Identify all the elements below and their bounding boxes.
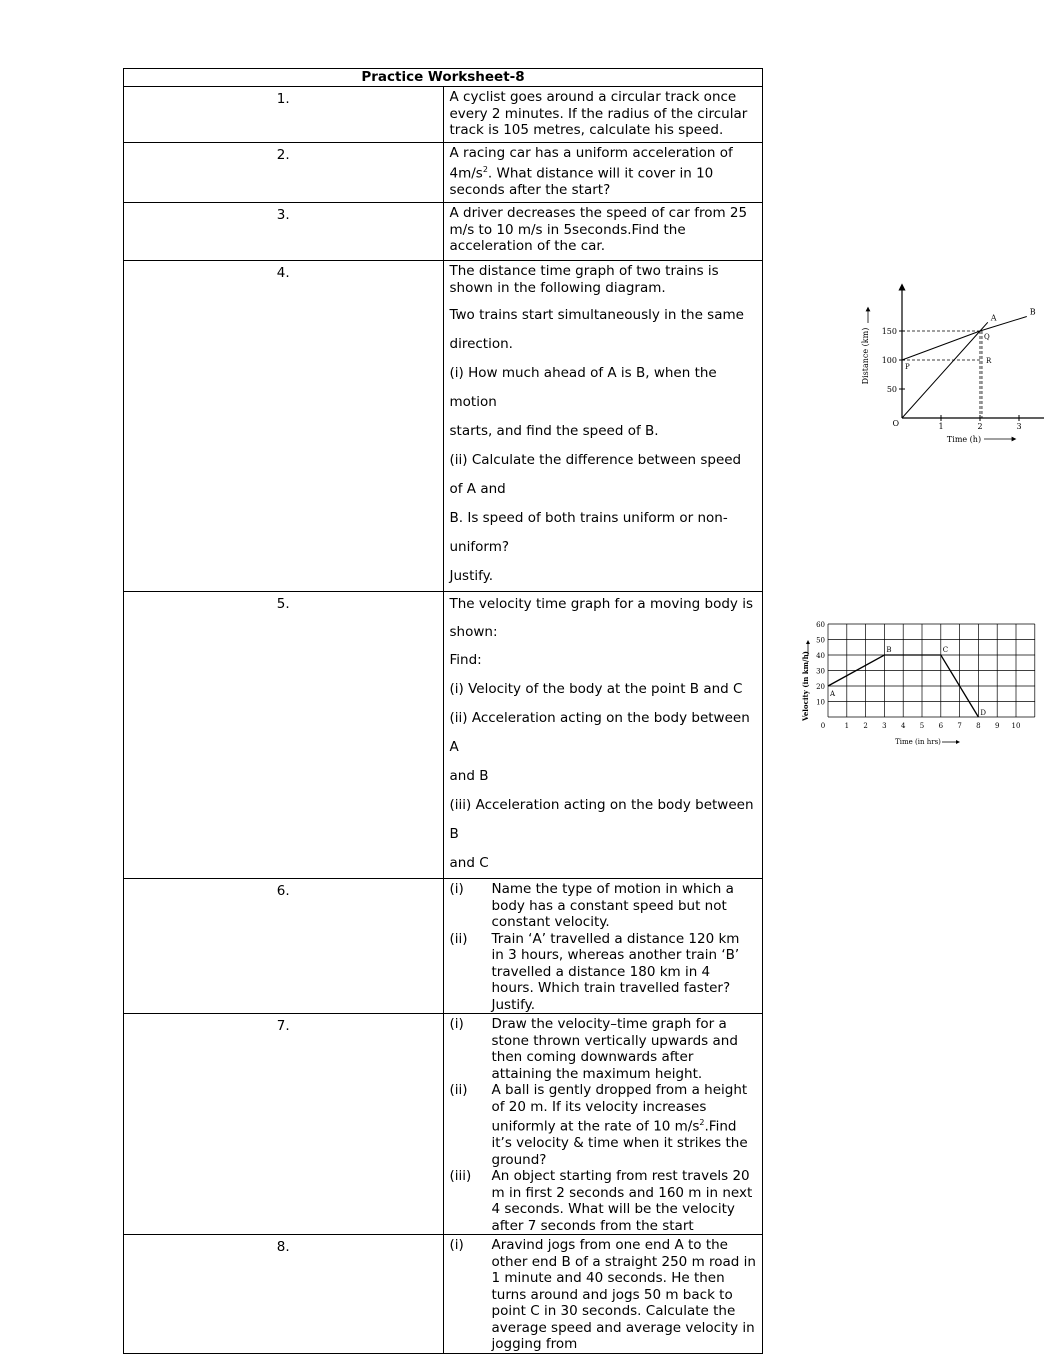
question-number: 5. [124, 592, 444, 879]
label-group [905, 308, 1036, 372]
question-line: B. Is speed of both trains uniform or non-uniform? [449, 510, 728, 555]
question-row-2 [124, 143, 763, 203]
question-text: A cyclist goes around a circular track once every 2 minutes. If the radius of the circular track is 105 metres, calculate his speed. [443, 87, 763, 143]
sub-question-text: Draw the velocity–time graph for a stone thrown vertically upwards and then coming downwards after attaining the maximum height. [491, 1016, 738, 1082]
y-tick-label: 150 [881, 327, 897, 336]
x-tick-label: 3 [881, 722, 887, 730]
question-line: direction. [449, 336, 513, 352]
point-label: A [829, 690, 835, 698]
question-line: The velocity time graph for a moving body is [449, 596, 753, 612]
point-label: B [885, 646, 892, 654]
question-number: 1. [124, 87, 444, 143]
question-number: 6. [124, 879, 444, 1014]
question-line: shown: [449, 624, 498, 640]
question-line: starts, and find the speed of B. [449, 423, 659, 439]
question-row-8 [124, 1235, 763, 1354]
y-tick-label: 50 [815, 636, 825, 645]
sub-question-text-part: A ball is gently dropped from a height of 20 m. If its velocity increases uniformly at the rate of 10 m/s [491, 1082, 748, 1135]
question-row-6 [124, 879, 763, 1014]
sub-question [450, 1082, 757, 1168]
label-group [829, 646, 986, 717]
sub-question [450, 1016, 757, 1082]
question-text [443, 143, 763, 203]
y-axis-label: Velocity (in km/h) [800, 651, 810, 721]
worksheet-title: Practice Worksheet-8 [124, 69, 763, 87]
y-tick-label: 30 [815, 667, 825, 676]
question-line: (ii) Acceleration acting on the body between A [449, 710, 750, 755]
point-label: C [942, 646, 948, 654]
x-tick-label: 9 [994, 722, 999, 730]
distance-time-graph [824, 281, 1044, 456]
grid [828, 624, 1035, 717]
x-tick-label: 2 [976, 422, 983, 431]
question-line: and C [449, 855, 489, 871]
x-tick-label: 6 [938, 722, 943, 730]
question-row-3 [124, 203, 763, 261]
y-tick-label: 40 [815, 652, 825, 660]
x-tick-label: 7 [956, 722, 962, 730]
sub-question-text [492, 1082, 757, 1168]
question-line: and B [449, 768, 489, 784]
origin-label: O [891, 419, 899, 428]
question-content [443, 879, 763, 1014]
y-axis-label: Distance (km) [860, 327, 870, 385]
x-tick-label: 3 [1015, 422, 1022, 431]
tick-group [881, 327, 1021, 431]
question-line: Justify. [449, 568, 493, 584]
point-label: P [904, 363, 910, 371]
question-number: 3. [124, 203, 444, 261]
x-tick-label: 4 [900, 722, 905, 730]
title-row [124, 69, 763, 87]
question-text-part: . What distance will it cover in 10 seconds after the start? [449, 165, 714, 198]
sub-question-text: Aravind jogs from one end A to the other end B of a straight 250 m road in 1 minute and 40 seconds. He then turns around and jogs 50 m back to point C in 30 seconds. Calculate the average speed and average velocity in jogging from [491, 1237, 756, 1352]
sub-question [450, 1237, 757, 1353]
question-number: 8. [124, 1235, 444, 1354]
x-tick-label: 8 [975, 722, 981, 730]
velocity-time-graph [798, 606, 1028, 756]
sub-question-text: Train ‘A’ travelled a distance 120 km in 3 hours, whereas another train ‘B’ travelled a distance 180 km in 4 hours. Which train travelled faster? Justify. [491, 930, 740, 1013]
question-row-7 [124, 1014, 763, 1235]
question-row-5 [124, 592, 763, 879]
sub-question-number: (ii) [449, 1082, 468, 1098]
series-line-a [902, 322, 988, 418]
x-tick-label: 1 [844, 722, 849, 730]
sub-question-number: (iii) [449, 1168, 472, 1184]
point-label: D [979, 709, 986, 717]
worksheet [123, 68, 1036, 1354]
point-label: R [985, 357, 991, 365]
question-text: A driver decreases the speed of car from 25 m/s to 10 m/s in 5seconds.Find the acceleration of the car. [443, 203, 763, 261]
question-intro: The distance time graph of two trains is shown in the following diagram. [449, 263, 719, 296]
question-row-1 [124, 87, 763, 143]
y-tick-label: 10 [815, 698, 825, 707]
question-text-part: A racing car has a uniform acceleration of 4m/s [449, 145, 733, 181]
sub-question [450, 931, 757, 1014]
point-label: Q [983, 333, 990, 341]
y-tick-label: 100 [881, 356, 897, 365]
series-line-b [902, 317, 1027, 361]
sub-question-number: (i) [449, 1237, 464, 1253]
question-content [443, 261, 1036, 592]
question-content [443, 1014, 763, 1235]
series-label: A [990, 313, 997, 323]
sub-question-text: An object starting from rest travels 20 m in first 2 seconds and 160 m in next 4 seconds. What will be the velocity after 7 seconds from the start [491, 1168, 753, 1234]
question-line: (i) How much ahead of A is B, when the motion [449, 365, 717, 410]
question-line: Two trains start simultaneously in the same [449, 307, 744, 323]
x-axis-label: Time (h) [946, 435, 981, 444]
x-tick-label: 0 [820, 722, 825, 730]
question-line: (iii) Acceleration acting on the body between B [449, 797, 754, 842]
sub-question-number: (ii) [449, 930, 468, 947]
sub-question-number: (i) [449, 1016, 464, 1032]
sub-question [450, 1168, 757, 1234]
sub-question [450, 881, 757, 931]
superscript: 2 [482, 164, 488, 174]
superscript: 2 [699, 1118, 705, 1127]
worksheet-table [123, 68, 1036, 1354]
x-tick-label: 5 [919, 722, 924, 730]
question-line: (ii) Calculate the difference between speed of A and [449, 452, 742, 497]
question-line: (i) Velocity of the body at the point B and C [449, 681, 743, 697]
question-content [443, 1235, 763, 1354]
series-label: B [1029, 307, 1036, 317]
x-tick-label: 1 [937, 422, 944, 431]
question-line: Find: [449, 652, 482, 668]
y-tick-label: 60 [815, 621, 825, 629]
question-number: 2. [124, 143, 444, 203]
question-content [443, 592, 1020, 879]
y-tick-label: 20 [815, 683, 825, 691]
question-number: 7. [124, 1014, 444, 1235]
question-row-4 [124, 261, 763, 592]
sub-question-text-part: .Find it’s velocity & time when it strikes the ground? [491, 1118, 748, 1168]
question-number: 4. [124, 261, 444, 592]
x-tick-label: 10 [1011, 722, 1020, 730]
sub-question-number: (i) [449, 881, 464, 897]
x-tick-label: 2 [862, 722, 868, 730]
x-axis-label: Time (in hrs) [894, 738, 941, 746]
series-group [902, 317, 1027, 419]
sub-question-text: Name the type of motion in which a body has a constant speed but not constant velocity. [491, 881, 734, 930]
y-tick-label: 50 [886, 385, 897, 394]
